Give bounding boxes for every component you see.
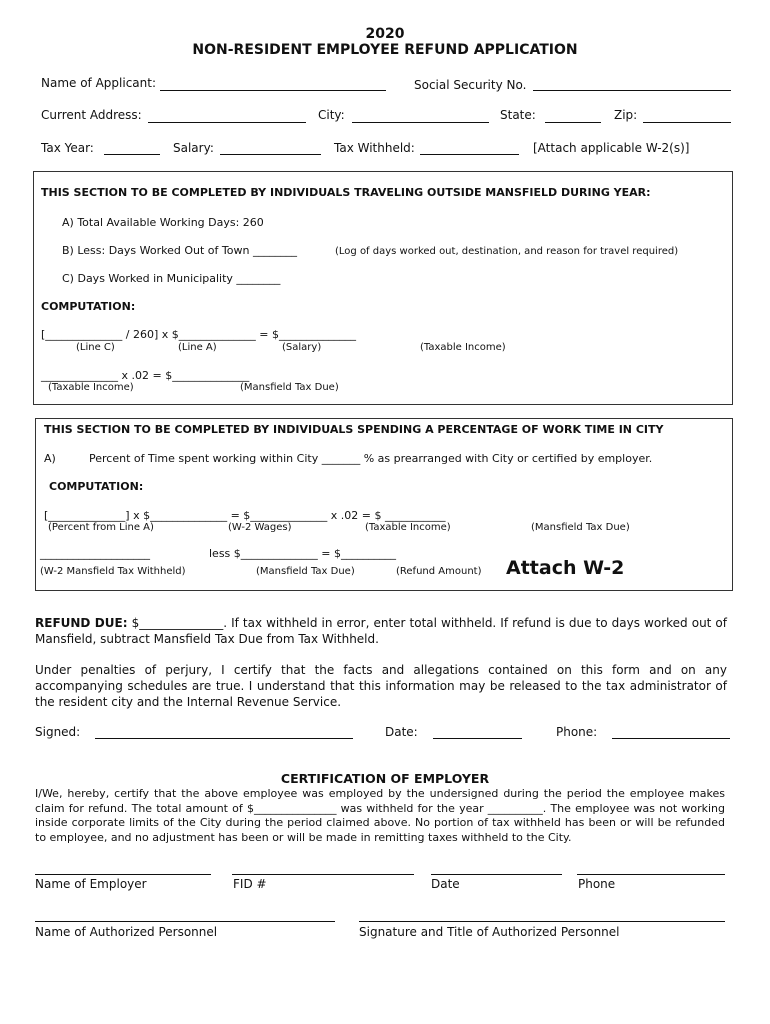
date-label: Date: [385, 725, 418, 739]
computation2-row-2[interactable]: less $______________ = $__________ [209, 547, 396, 560]
label-percent-line-a: (Percent from Line A) [48, 522, 154, 533]
form-title: NON-RESIDENT EMPLOYEE REFUND APPLICATION [192, 42, 578, 58]
label-mansfield-tax-due-2: (Mansfield Tax Due) [531, 522, 630, 533]
attach-w2-note: [Attach applicable W-2(s)] [533, 141, 690, 155]
authorized-personnel-label: Name of Authorized Personnel [35, 925, 218, 939]
refund-due-text: $______________. If tax withheld in error, enter total withheld. If refund is due to days worked out of Mansfield, subtract Mansfield Tax Due from Tax Withheld. [35, 616, 727, 646]
label-refund-amount: (Refund Amount) [396, 566, 482, 577]
w2-tax-withheld-blank[interactable]: ____________________ [40, 547, 150, 560]
section-percentage-heading: THIS SECTION TO BE COMPLETED BY INDIVIDUALS SPENDING A PERCENTAGE OF WORK TIME IN CITY [44, 423, 664, 436]
computation-label-1: COMPUTATION: [41, 300, 136, 313]
employer-phone-label: Phone [578, 877, 616, 891]
signed-label: Signed: [35, 725, 81, 739]
employer-cert-text: I/We, hereby, certify that the above employee was employed by the undersigned during the period the employee makes claim for refund. The total amount of $_______________ was withheld for the year __________. The employee was not working inside corporate limits of the City during the period claimed above. No portion of tax withheld has been or will be refunded to employee, and no adjustment has been or will be made in remitting taxes withheld to the City. [35, 787, 725, 845]
percent-time-field[interactable]: Percent of Time spent working within City _______ % as prearranged with City or certified by employer. [89, 452, 653, 465]
address-field[interactable] [148, 122, 306, 123]
item-b-note: (Log of days worked out, destination, and reason for travel required) [335, 246, 679, 257]
employer-phone-field[interactable] [577, 874, 725, 875]
zip-label: Zip: [614, 108, 638, 122]
state-field[interactable] [545, 122, 601, 123]
address-label: Current Address: [41, 108, 142, 122]
phone-label: Phone: [556, 725, 598, 739]
computation-label-2: COMPUTATION: [49, 480, 144, 493]
city-label: City: [318, 108, 345, 122]
perjury-statement: Under penalties of perjury, I certify that the facts and allegations contained on this form and on any accompanying schedules are true. I understand that this information may be released to the tax administrator of the resident city and the Internal Revenue Service. [35, 663, 727, 709]
item-b-days-out[interactable]: B) Less: Days Worked Out of Town ________ [62, 244, 297, 257]
salary-label: Salary: [173, 141, 214, 155]
label-line-c: (Line C) [76, 342, 115, 353]
computation2-row-1[interactable]: [______________] x $______________ = $______________ x .02 = $ ___________ [44, 509, 446, 522]
form-year: 2020 [365, 26, 405, 42]
item-a-working-days: A) Total Available Working Days: 260 [62, 216, 264, 229]
fid-label: FID # [233, 877, 267, 891]
item-a-label: A) [44, 452, 56, 465]
fid-field[interactable] [232, 874, 414, 875]
computation-row-2[interactable]: ______________ x .02 = $______________ [41, 369, 250, 382]
label-w2-wages: (W-2 Wages) [228, 522, 292, 533]
label-mansfield-tax-due: (Mansfield Tax Due) [240, 382, 339, 393]
employer-date-label: Date [431, 877, 460, 891]
employer-name-field[interactable] [35, 874, 211, 875]
name-label: Name of Applicant: [41, 76, 157, 90]
employer-name-label: Name of Employer [35, 877, 147, 891]
employer-cert-heading: CERTIFICATION OF EMPLOYER [280, 771, 490, 786]
label-taxable-income: (Taxable Income) [420, 342, 506, 353]
refund-due-paragraph[interactable] [35, 615, 727, 647]
salary-field[interactable] [220, 154, 321, 155]
tax-withheld-field[interactable] [420, 154, 519, 155]
name-field[interactable] [160, 90, 386, 91]
ssn-field[interactable] [533, 90, 731, 91]
label-taxable-income-3: (Taxable Income) [365, 522, 451, 533]
zip-field[interactable] [643, 122, 731, 123]
label-taxable-income-2: (Taxable Income) [48, 382, 134, 393]
label-w2-tax-withheld: (W-2 Mansfield Tax Withheld) [40, 566, 186, 577]
item-c-days-in[interactable]: C) Days Worked in Municipality ________ [62, 272, 281, 285]
label-line-a: (Line A) [178, 342, 217, 353]
employer-date-field[interactable] [431, 874, 562, 875]
phone-field[interactable] [612, 738, 730, 739]
city-field[interactable] [352, 122, 489, 123]
label-mansfield-tax-due-3: (Mansfield Tax Due) [256, 566, 355, 577]
authorized-personnel-field[interactable] [35, 921, 335, 922]
ssn-label: Social Security No. [414, 78, 527, 92]
computation-row-1[interactable]: [______________ / 260] x $______________ = $______________ [41, 328, 356, 341]
tax-year-label: Tax Year: [41, 141, 94, 155]
signature-field[interactable] [95, 738, 353, 739]
state-label: State: [500, 108, 536, 122]
date-field[interactable] [433, 738, 522, 739]
refund-due-label: REFUND DUE: [35, 616, 128, 630]
attach-w2-heading: Attach W-2 [506, 557, 625, 579]
tax-year-field[interactable] [104, 154, 160, 155]
authorized-signature-label: Signature and Title of Authorized Personnel [359, 925, 620, 939]
tax-withheld-label: Tax Withheld: [334, 141, 415, 155]
section-travel-heading: THIS SECTION TO BE COMPLETED BY INDIVIDUALS TRAVELING OUTSIDE MANSFIELD DURING YEAR: [41, 186, 651, 199]
label-salary: (Salary) [282, 342, 322, 353]
authorized-signature-field[interactable] [359, 921, 725, 922]
